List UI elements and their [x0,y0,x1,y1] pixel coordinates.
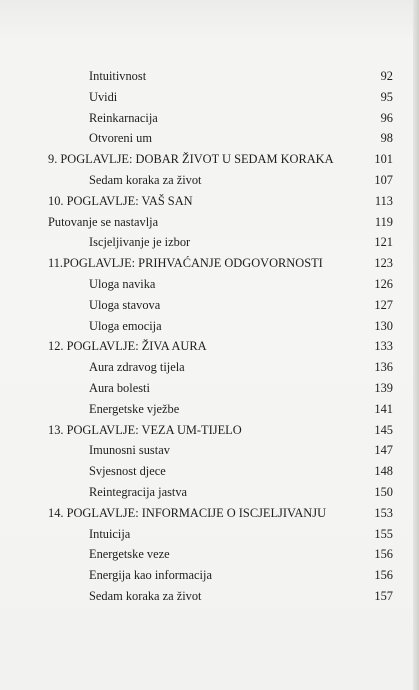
toc-page-number: 156 [374,568,393,583]
toc-entry-title: Svjesnost djece [89,464,166,479]
toc-chapter-row [0,149,419,170]
toc-page-number: 95 [380,89,393,104]
toc-page-number: 130 [374,318,393,333]
toc-chapter-row [0,191,419,212]
toc-section-row [0,295,419,316]
toc-entry-title: Aura bolesti [89,380,150,395]
toc-section-row [0,357,419,378]
toc-section-row [0,482,419,503]
toc-section-row [0,524,419,545]
toc-section-row [0,316,419,337]
toc-entry-title: Intuitivnost [89,69,147,83]
toc-section-row [0,66,419,87]
toc-entry-title: Imunosni sustav [89,443,170,458]
toc-page-number: 101 [374,152,393,167]
toc-chapter-row [0,253,419,274]
toc-entry-title: Sedam koraka za život [89,588,202,603]
toc-section-row [0,128,419,149]
toc-page-number: 98 [380,131,393,146]
toc-entry-title: 14. POGLAVLJE: INFORMACIJE O ISCJELJIVANJU [48,505,327,520]
toc-page-number: 133 [374,339,393,354]
toc-chapter-row [0,212,419,233]
toc-section-row [0,399,419,420]
toc-entry-title: Aura zdravog tijela [89,360,185,375]
toc-page-number: 150 [374,484,393,499]
toc-page-number: 141 [374,401,393,416]
toc-page-number: 153 [374,505,393,520]
toc-entry-title: Uvidi [89,89,118,104]
toc-page-number: 123 [374,256,393,271]
toc-entry-title: Reintegracija jastva [89,484,188,499]
toc-page-number: 139 [374,380,393,395]
toc-entry-title: Uloga navika [89,276,156,291]
toc-page-number: 157 [374,588,393,603]
toc-entry-title: Reinkarnacija [89,110,158,125]
toc-entry-title: 12. POGLAVLJE: ŽIVA AURA [48,339,207,354]
toc-section-row [0,108,419,129]
toc-page-number: 148 [374,464,393,479]
toc-entry-title: Putovanje se nastavlja [48,214,159,229]
toc-section-row [0,87,419,108]
toc-chapter-row [0,336,419,357]
toc-section-row [0,170,419,191]
toc-chapter-row [0,503,419,524]
toc-page-number: 121 [374,235,393,250]
toc-section-row [0,378,419,399]
toc-entry-title: Energetske veze [89,547,170,562]
toc-section-row [0,232,419,253]
toc-entry-title: Uloga emocija [89,318,162,333]
toc-entry-title: 11.POGLAVLJE: PRIHVAĆANJE ODGOVORNOSTI [48,256,323,271]
toc-section-row [0,565,419,586]
toc-entry-title: Sedam koraka za život [89,172,202,187]
toc-page-number: 119 [374,214,393,229]
toc-entry-title: Energija kao informacija [89,568,212,583]
toc-page-number: 136 [374,360,393,375]
toc-entry-title: Uloga stavova [89,297,161,312]
toc-entry-title: Energetske vježbe [89,401,180,416]
toc-chapter-row [0,420,419,441]
toc-section-row [0,274,419,295]
toc-page-number: 126 [374,276,393,291]
toc-entry-title: 13. POGLAVLJE: VEZA UM-TIJELO [48,422,242,437]
toc-page-number: 156 [374,547,393,562]
toc-page-number: 127 [374,297,393,312]
toc-page-number: 96 [380,110,393,125]
toc-page-number: 113 [374,193,393,208]
toc-page-number: 155 [374,526,393,541]
table-of-contents [0,66,419,607]
toc-section-row [0,440,419,461]
toc-entry-title: Iscjeljivanje je izbor [89,235,191,250]
toc-entry-title: 10. POGLAVLJE: VAŠ SAN [48,193,193,208]
toc-page-number: 92 [380,69,393,83]
toc-entry-title: 9. POGLAVLJE: DOBAR ŽIVOT U SEDAM KORAKA [48,152,334,167]
toc-page-number: 145 [374,422,393,437]
toc-page-number: 107 [374,172,393,187]
toc-entry-title: Intuicija [89,526,131,541]
toc-section-row [0,461,419,482]
toc-page-number: 147 [374,443,393,458]
toc-section-row [0,586,419,607]
toc-entry-title: Otvoreni um [89,131,152,146]
toc-section-row [0,544,419,565]
